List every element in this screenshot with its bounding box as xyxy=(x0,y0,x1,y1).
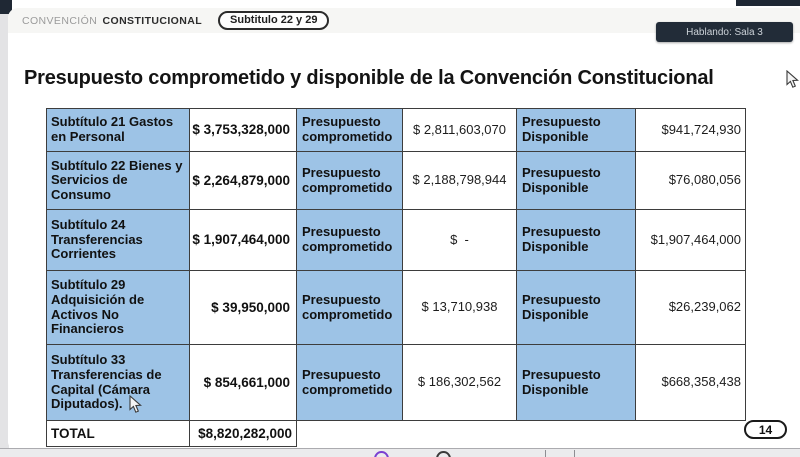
committed-amount-cell: $ 13,710,938 xyxy=(403,271,517,345)
camera-icon[interactable] xyxy=(436,451,451,457)
available-amount-cell: $668,358,438 xyxy=(636,345,746,421)
budget-amount-cell: $ 1,907,464,000 xyxy=(190,210,297,271)
row-label-cell: Subtítulo 22 Bienes y Servicios de Consumo xyxy=(47,152,190,210)
available-label-cell: Presupuesto Disponible xyxy=(517,210,636,271)
logo-text-bold: CONSTITUCIONAL xyxy=(102,14,203,27)
presentation-slide xyxy=(8,8,800,448)
committed-amount-cell: $ 2,811,603,070 xyxy=(403,109,517,152)
convencion-logo xyxy=(22,15,202,27)
mouse-cursor-icon xyxy=(786,70,799,89)
subtitle-badge: Subtitulo 22 y 29 xyxy=(218,11,329,30)
table-row xyxy=(47,109,746,152)
available-amount-cell: $76,080,056 xyxy=(636,152,746,210)
available-label-cell: Presupuesto Disponible xyxy=(517,271,636,345)
budget-amount-cell: $ 854,661,000 xyxy=(190,345,297,421)
committed-label-cell: Presupuesto comprometido xyxy=(297,271,403,345)
toolbar-divider xyxy=(574,450,575,457)
background-corner-top-right xyxy=(736,0,800,6)
available-label-cell: Presupuesto Disponible xyxy=(517,109,636,152)
table-row xyxy=(47,152,746,210)
available-label-cell: Presupuesto Disponible xyxy=(517,152,636,210)
toolbar-divider xyxy=(545,450,546,457)
total-value-cell: $8,820,282,000 xyxy=(190,421,297,447)
available-amount-cell: $26,239,062 xyxy=(636,271,746,345)
mouse-cursor-icon xyxy=(129,395,142,414)
meeting-toolbar-strip xyxy=(0,448,800,457)
committed-label-cell: Presupuesto comprometido xyxy=(297,109,403,152)
budget-amount-cell: $ 2,264,879,000 xyxy=(190,152,297,210)
total-row xyxy=(46,420,297,447)
row-label-cell: Subtítulo 33 Transferencias de Capital (Cámara Diputados). xyxy=(47,345,190,421)
total-label-cell: TOTAL xyxy=(47,421,190,447)
budget-amount-cell: $ 3,753,328,000 xyxy=(190,109,297,152)
available-label-cell: Presupuesto Disponible xyxy=(517,345,636,421)
row-label-cell: Subtítulo 21 Gastos en Personal xyxy=(47,109,190,152)
committed-amount-cell: $ - xyxy=(403,210,517,271)
available-amount-cell: $1,907,464,000 xyxy=(636,210,746,271)
page-title: Presupuesto comprometido y disponible de la Convención Constitucional xyxy=(24,67,714,89)
budget-table xyxy=(46,108,746,421)
committed-label-cell: Presupuesto comprometido xyxy=(297,152,403,210)
committed-amount-cell: $ 186,302,562 xyxy=(403,345,517,421)
table-row xyxy=(47,210,746,271)
row-label-cell: Subtítulo 29 Adquisición de Activos No Financieros xyxy=(47,271,190,345)
speaking-status-badge: Hablando: Sala 3 xyxy=(656,22,793,42)
raise-hand-icon[interactable] xyxy=(374,451,389,457)
logo-text-light: CONVENCIÓN xyxy=(22,14,98,27)
committed-amount-cell: $ 2,188,798,944 xyxy=(403,152,517,210)
table-row xyxy=(47,345,746,421)
row-label-cell: Subtítulo 24 Transferencias Corrientes xyxy=(47,210,190,271)
table-row xyxy=(47,271,746,345)
committed-label-cell: Presupuesto comprometido xyxy=(297,210,403,271)
committed-label-cell: Presupuesto comprometido xyxy=(297,345,403,421)
budget-amount-cell: $ 39,950,000 xyxy=(190,271,297,345)
available-amount-cell: $941,724,930 xyxy=(636,109,746,152)
slide-page-number: 14 xyxy=(744,420,787,439)
